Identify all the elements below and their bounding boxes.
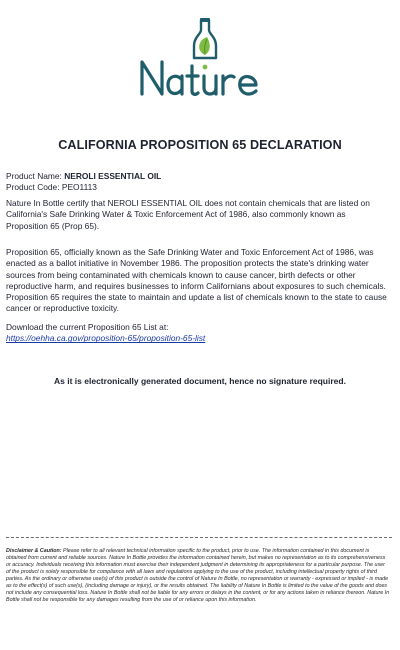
logo-wordmark xyxy=(142,62,256,94)
footer-divider xyxy=(6,537,392,538)
bottle-icon xyxy=(194,18,216,58)
proposition-paragraph xyxy=(6,247,388,315)
download-label: Download the current Proposition 65 List at: xyxy=(6,322,169,332)
nature-logo xyxy=(0,18,400,104)
certification-paragraph xyxy=(6,198,388,232)
download-section xyxy=(6,322,388,345)
page-title: CALIFORNIA PROPOSITION 65 DECLARATION xyxy=(58,138,342,152)
disclaimer xyxy=(6,548,390,604)
proposition-text: Proposition 65, officially known as the Safe Drinking Water and Toxic Enforcement Act of 1986, was enacted as a ballot initiative in November 1986. The proposition protects the state's drinking water sources from being contaminated with chemicals known to cause cancer, birth defects or other reproductive harm, and requires businesses to inform Californians about exposures to such chemicals. Proposition 65 requires the state to maintain and update a list of chemicals known to the state to cause cancer or reproductive toxicity. xyxy=(6,247,387,314)
product-code-line xyxy=(6,182,388,193)
prop65-list-link[interactable]: https://oehha.ca.gov/proposition-65/proposition-65-list xyxy=(6,333,206,344)
product-name-line xyxy=(6,171,388,182)
product-info xyxy=(6,171,388,194)
product-code-value: PEO1113 xyxy=(61,182,97,193)
product-code-label: Product Code: xyxy=(6,182,62,193)
product-name-label: Product Name: xyxy=(6,171,65,181)
signature-note: As it is electronically generated document, hence no signature required. xyxy=(54,376,346,386)
certification-text: Nature In Bottle certify that NEROLI ESSENTIAL OIL does not contain chemicals that are listed on California's Safe Drinking Water & Toxic Enforcement Act of 1986, also commonly known as Proposition 65 (Prop 65). xyxy=(6,198,370,231)
product-name-value: NEROLI ESSENTIAL OIL xyxy=(64,171,162,181)
disclaimer-heading: Disclaimer & Caution: xyxy=(6,548,62,554)
disclaimer-text: Please refer to all relevant technical information specific to the product, prior to use. The information contained in this document is obtained from current and reliable sources. Nature In Bottle provides the information contained herein, but makes no representation as to its comprehensiveness or accuracy. Individuals receiving this information must exercise their independent judgment in determining its appropriateness for a particular purpose. The user of the product is solely responsible for compliance with all laws and regulations applying to the use of the product, including intellectual property rights of third parties. As the ordinary or otherwise use(s) of this product is outside the control of Nature In Bottle, no representation or warranty - expressed or implied - is made as to the effect(s) of such use(s), (including damage or injury), or the results obtained. The liability of Nature In Bottle is limited to the value of the goods and does not include any consequential loss. Nature In Bottle shall not be liable for any errors or delays in the content, or for any actions taken in reliance thereon. Nature In Bottle shall not be responsible for any damages resulting from the use of or reliance upon this information. xyxy=(6,548,390,604)
